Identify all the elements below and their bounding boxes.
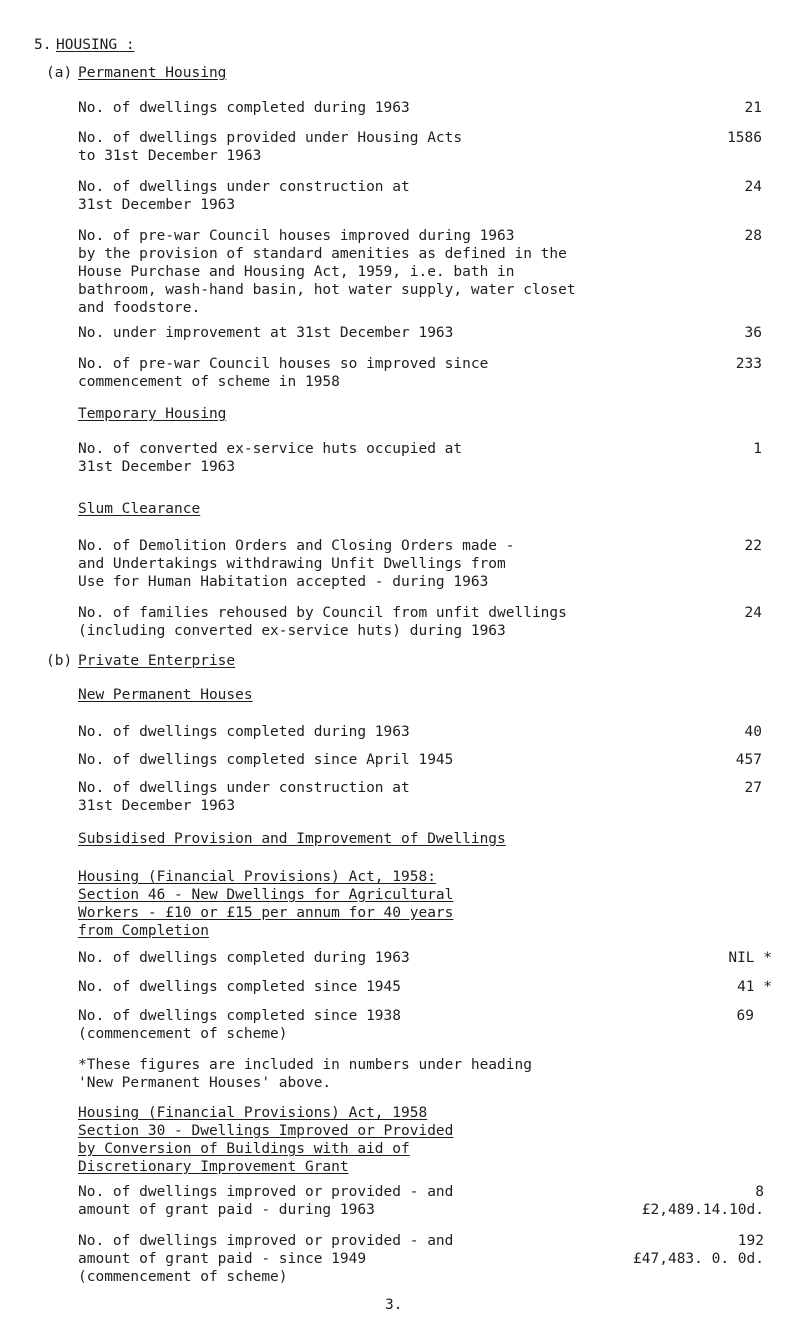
part-b-marker: (b) (46, 653, 73, 669)
section46-footnote: *These figures are included in numbers under heading 'New Permanent Houses' above. (78, 1057, 532, 1091)
section-title: HOUSING : (56, 37, 135, 53)
row-temp-0-label: No. of converted ex-service huts occupied at 31st December 1963 (78, 441, 463, 475)
temporary-heading: Temporary Housing (78, 406, 227, 422)
row-b-1-value: 457 (735, 752, 762, 768)
row-a-5-value: 233 (735, 356, 762, 372)
row-s46-1-label: No. of dwellings completed since 1945 (78, 979, 402, 995)
row-s30-0-value: 8 £2,489.14.10d. (641, 1184, 764, 1218)
row-a-0-value: 21 (744, 100, 762, 116)
row-a-1-value: 1586 (727, 130, 762, 146)
row-a-5-label: No. of pre-war Council houses so improved since commencement of scheme in 1958 (78, 356, 489, 390)
row-a-2-value: 24 (744, 179, 762, 195)
row-a-0-label: No. of dwellings completed during 1963 (78, 100, 410, 116)
part-a-heading: Permanent Housing (78, 65, 227, 81)
row-s46-2-value: 69 (736, 1008, 754, 1024)
part-b-heading: Private Enterprise (78, 653, 236, 669)
section30-heading: Housing (Financial Provisions) Act, 1958 Section 30 - Dwellings Improved or Provided by Conversion of Buildings with aid of Discretionary Improvement Grant (78, 1105, 454, 1175)
row-a-3-label: No. of pre-war Council houses improved during 1963 by the provision of standard amenities as defined in the House Purchase and Housing Act, 1959, i.e. bath in bathroom, wash-hand basin, hot water supply, water closet and foodstore. (78, 228, 576, 316)
row-a-2-label: No. of dwellings under construction at 31st December 1963 (78, 179, 410, 213)
row-s30-1-label: No. of dwellings improved or provided - and amount of grant paid - since 1949 (commencement of scheme) (78, 1233, 454, 1285)
row-slum-1-label: No. of families rehoused by Council from unfit dwellings (including converted ex-service huts) during 1963 (78, 605, 567, 639)
section-number: 5. (34, 37, 52, 53)
subsidised-heading: Subsidised Provision and Improvement of Dwellings (78, 831, 506, 847)
page-number: 3. (385, 1297, 403, 1313)
row-a-4-label: No. under improvement at 31st December 1963 (78, 325, 454, 341)
section46-heading: Housing (Financial Provisions) Act, 1958: Section 46 - New Dwellings for Agricultural Workers - £10 or £15 per annum for 40 years from Completion (78, 869, 454, 939)
row-a-1-label: No. of dwellings provided under Housing Acts to 31st December 1963 (78, 130, 463, 164)
row-s30-1-value: 192 £47,483. 0. 0d. (633, 1233, 764, 1267)
row-s30-0-label: No. of dwellings improved or provided - and amount of grant paid - during 1963 (78, 1184, 454, 1218)
row-s46-0-value: NIL * (728, 950, 772, 966)
row-slum-1-value: 24 (744, 605, 762, 621)
row-b-0-label: No. of dwellings completed during 1963 (78, 724, 410, 740)
row-slum-0-label: No. of Demolition Orders and Closing Orders made - and Undertakings withdrawing Unfit Dwellings from Use for Human Habitation accepted - during 1963 (78, 538, 515, 590)
new-houses-heading: New Permanent Houses (78, 687, 253, 703)
part-a-marker: (a) (46, 65, 73, 81)
row-s46-2-label: No. of dwellings completed since 1938 (commencement of scheme) (78, 1008, 402, 1042)
slum-heading: Slum Clearance (78, 501, 201, 517)
row-slum-0-value: 22 (744, 538, 762, 554)
row-a-4-value: 36 (744, 325, 762, 341)
row-b-2-label: No. of dwellings under construction at 31st December 1963 (78, 780, 410, 814)
row-s46-1-value: 41 * (737, 979, 772, 995)
row-b-2-value: 27 (744, 780, 762, 796)
row-b-1-label: No. of dwellings completed since April 1945 (78, 752, 454, 768)
row-s46-0-label: No. of dwellings completed during 1963 (78, 950, 410, 966)
row-temp-0-value: 1 (753, 441, 762, 457)
row-b-0-value: 40 (744, 724, 762, 740)
row-a-3-value: 28 (744, 228, 762, 244)
